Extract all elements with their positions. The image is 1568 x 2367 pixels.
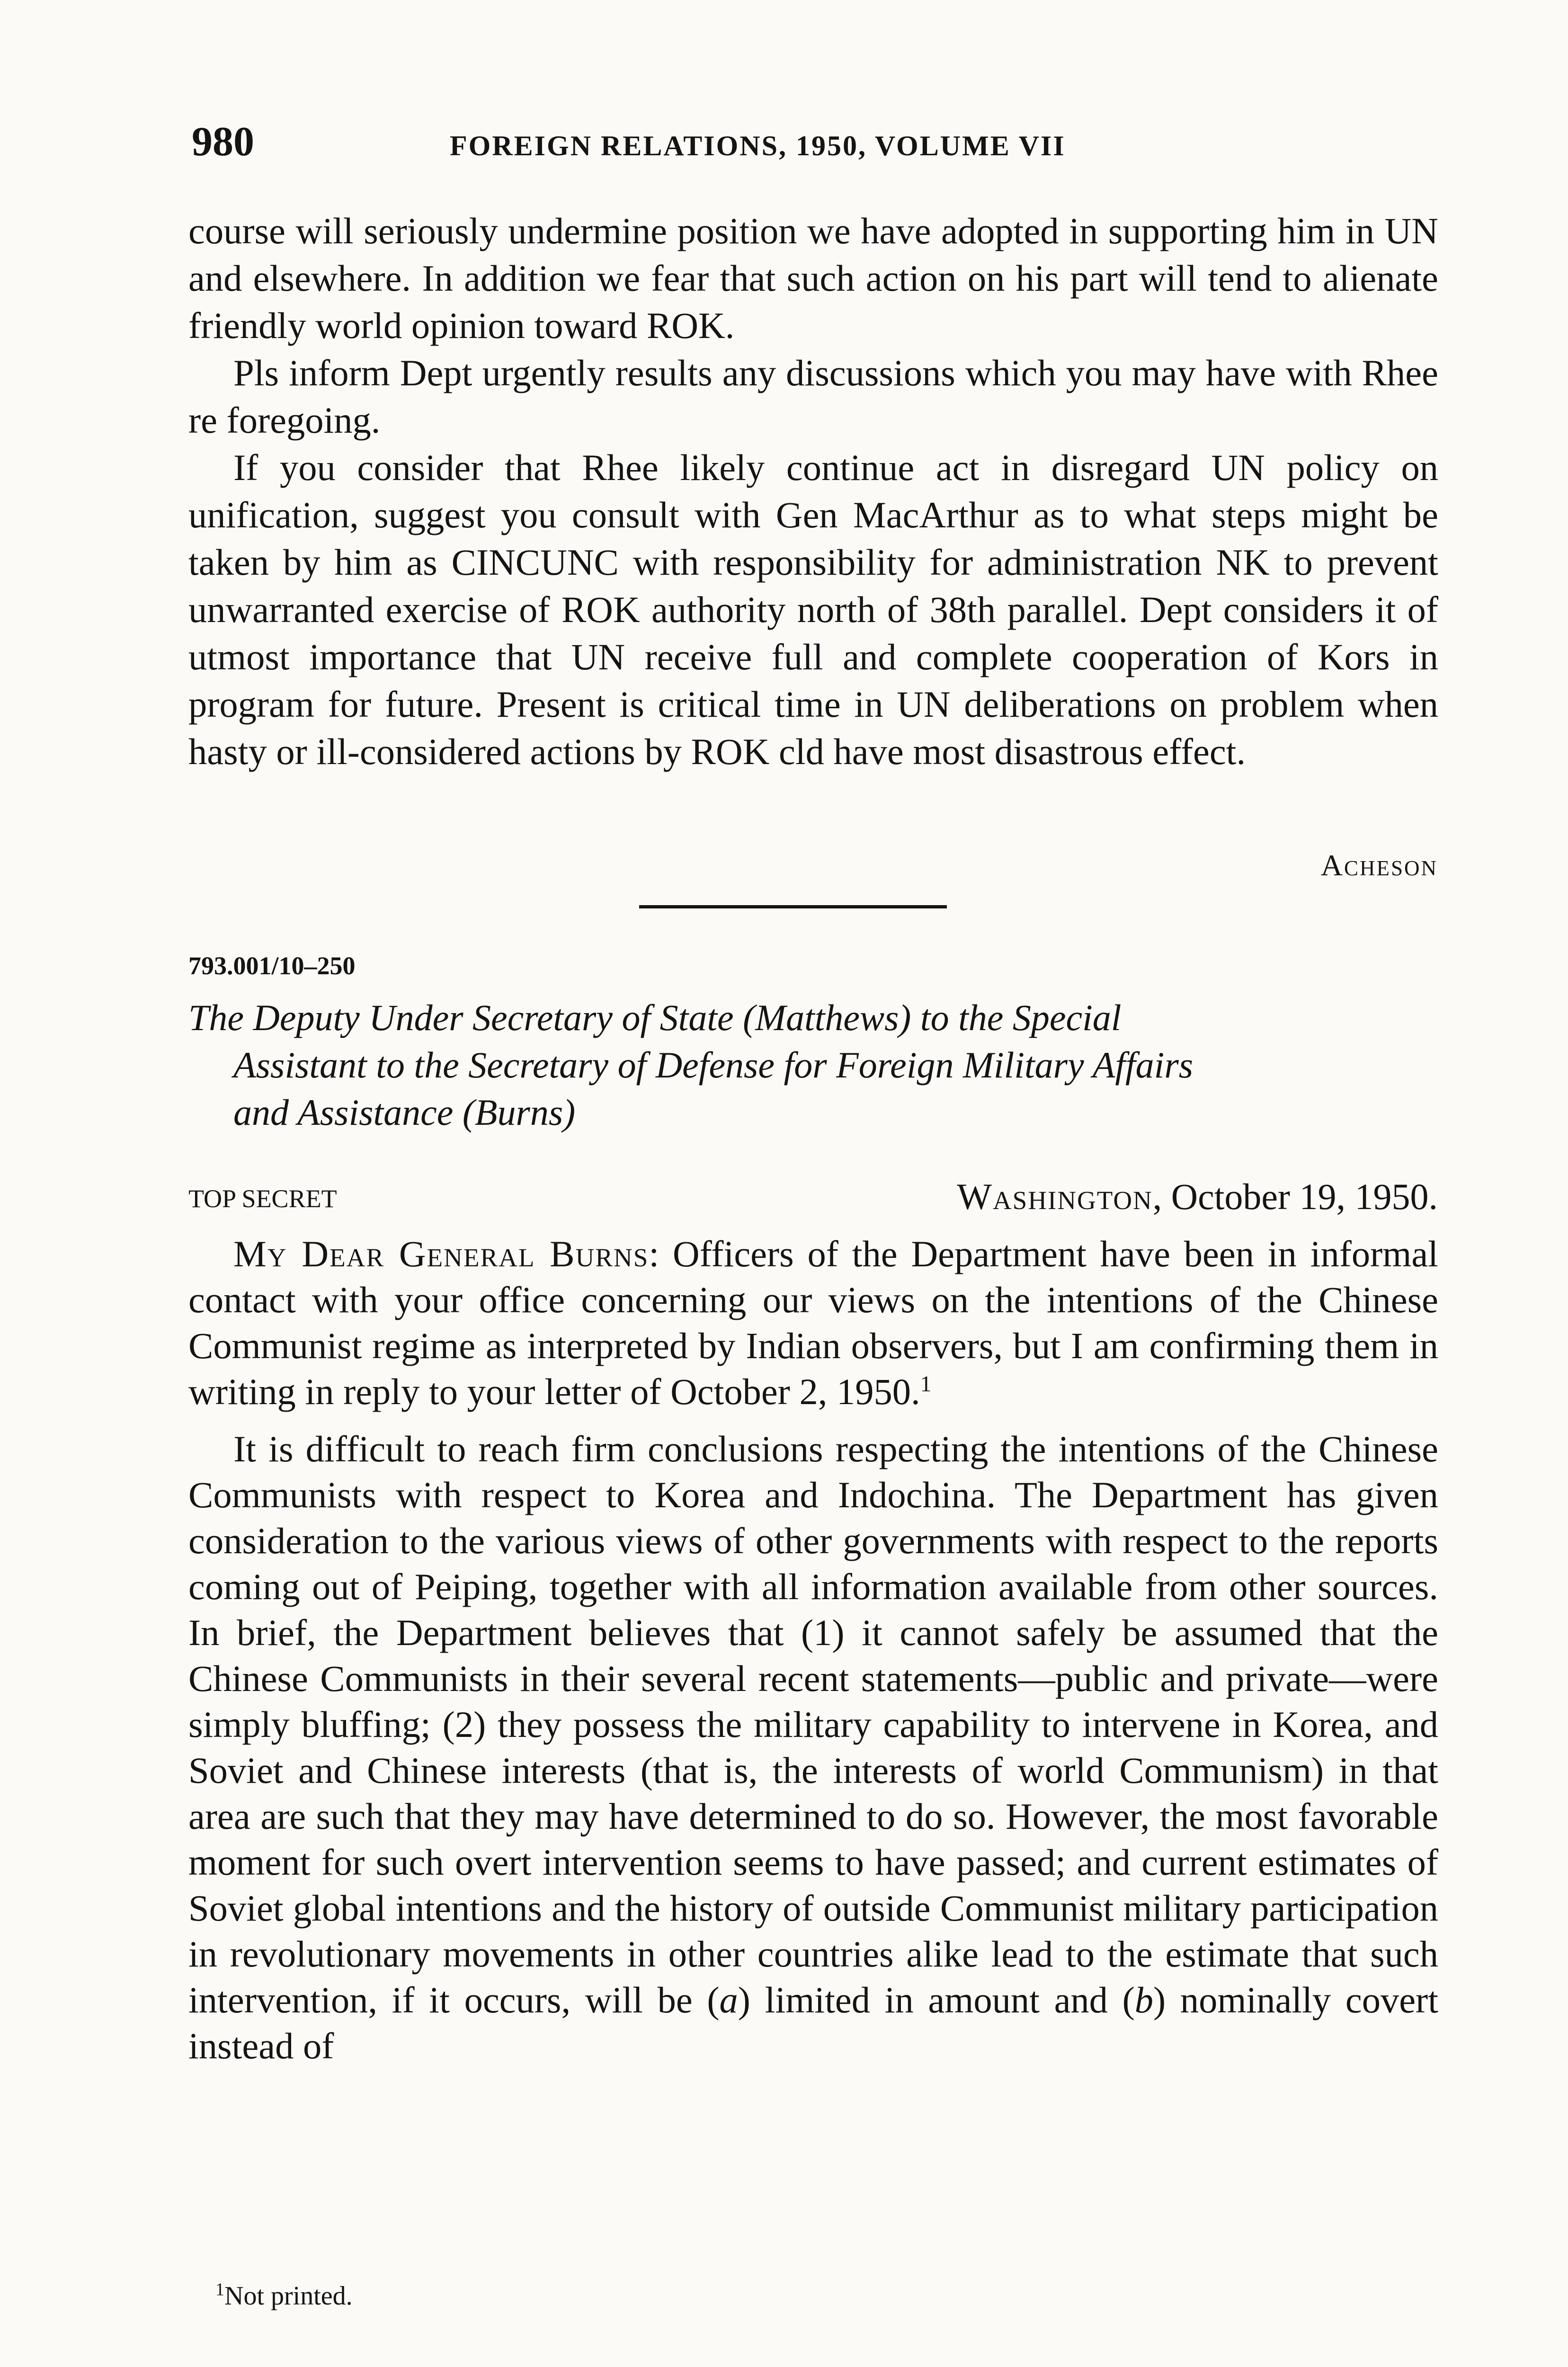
- page-header: [192, 118, 1434, 166]
- footnote-reference: 1: [920, 1371, 932, 1397]
- section-divider: [639, 905, 947, 908]
- letter-body: [188, 1231, 1438, 2069]
- paragraph-text: ) nominally covert instead of: [188, 1979, 1439, 2066]
- paragraph: If you consider that Rhee likely continue act in disregard UN policy on unification, suggest you consult with Gen MacArthur as to what steps might be taken by him as CINCUNC with responsibility for administration NK to prevent unwarranted exercise of ROK authority north of 38th parallel. Dept considers it of utmost importance that UN receive full and complete cooperation of Kors in program for future. Present is critical time in UN deliberations on problem when hasty or ill-considered actions by ROK cld have most disastrous effect.: [188, 447, 1438, 772]
- signature: Acheson: [1320, 848, 1438, 882]
- heading-line: The Deputy Under Secretary of State (Matthews) to the Special: [188, 997, 1122, 1038]
- dateline: [957, 1173, 1438, 1220]
- previous-document-body: [188, 207, 1438, 775]
- page-number: 980: [192, 119, 254, 165]
- heading-line: and Assistance (Burns): [233, 1092, 576, 1133]
- paragraph-text: It is difficult to reach firm conclusions respecting the intentions of the Chinese Communists with respect to Korea and Indochina. The Department has given consideration to the various views of other governments with respect to the reports coming out of Peiping, together with all information available from other sources. In brief, the Department believes that (1) it cannot safely be assumed that the Chinese Communists in their several recent statements—public and private—were simply bluffing; (2) they possess the military capability to intervene in Korea, and Soviet and Chinese interests (that is, the interests of world Communism) in that area are such that they may have determined to do so. However, the most favorable moment for such overt intervention seems to have passed; and current estimates of Soviet global intentions and the history of outside Communist military participation in revolutionary movements in other countries alike lead to the estimate that such intervention, if it occurs, will be (: [188, 1428, 1438, 2020]
- paragraph: course will seriously undermine position we have adopted in supporting him in UN and elsewhere. In addition we fear that such action on his part will tend to alienate friendly world opinion toward ROK.: [188, 210, 1438, 346]
- paragraph-text: : Officers of the Department have been in informal contact with your office concerning our views on the intentions of the Chinese Communist regime as interpreted by Indian observers, but I am confirming them in writing in reply to your letter of October 2, 1950.: [188, 1233, 1438, 1412]
- document-heading: [188, 994, 1438, 1136]
- footnote-mark: 1: [215, 2279, 224, 2300]
- dateline-date: , October 19, 1950.: [1152, 1176, 1438, 1217]
- classification-label: TOP SECRET: [188, 1184, 337, 1213]
- footnote-text: Not printed.: [224, 2281, 353, 2311]
- paragraph: Pls inform Dept urgently results any discussions which you may have with Rhee re foregoing.: [188, 352, 1438, 441]
- file-number: 793.001/10–250: [188, 952, 356, 980]
- dateline-place: Washington: [957, 1176, 1153, 1217]
- heading-line: Assistant to the Secretary of Defense for Foreign Military Affairs: [233, 1044, 1194, 1086]
- paragraph-text: ) limited in amount and (: [738, 1979, 1135, 2020]
- enumeration-letter: a: [719, 1979, 738, 2020]
- running-head: FOREIGN RELATIONS, 1950, VOLUME VII: [450, 130, 1066, 161]
- footnote: [215, 2277, 353, 2315]
- salutation: My Dear General Burns: [233, 1233, 649, 1274]
- paragraph: [188, 1231, 1438, 1415]
- paragraph: [188, 1426, 1438, 2069]
- enumeration-letter: b: [1134, 1979, 1154, 2020]
